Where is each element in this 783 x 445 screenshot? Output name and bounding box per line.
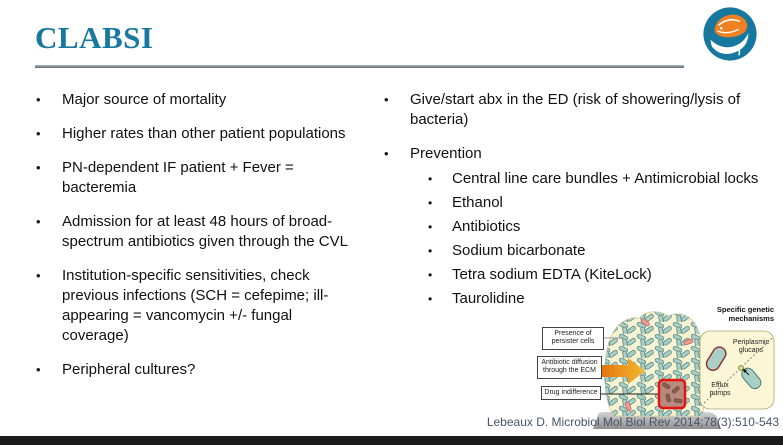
bullet-item <box>36 266 348 346</box>
bullet-marker: • <box>384 146 389 161</box>
callout-drug-indifference: Drug indifference <box>541 386 601 400</box>
sub-bullet-item <box>428 241 776 261</box>
bullet-marker: • <box>36 268 41 283</box>
title-divider <box>35 65 684 68</box>
bullet-text: Admission for at least 48 hours of broad-spectrum antibiotics given through the CVL <box>62 213 348 250</box>
bullet-text: Sodium bicarbonate <box>452 242 586 259</box>
bullet-item <box>36 158 348 198</box>
sub-bullet-item <box>428 193 776 213</box>
bullet-marker: • <box>36 126 41 141</box>
bullet-marker: • <box>428 196 433 210</box>
bullet-text: Major source of mortality <box>62 91 227 108</box>
bullet-marker: • <box>428 268 433 282</box>
callout-persister-cells: Presence of persister cells <box>542 327 604 350</box>
bullet-marker: • <box>36 160 41 175</box>
bullet-text: Higher rates than other patient populations <box>62 125 346 142</box>
bullet-text: Antibiotics <box>452 218 521 235</box>
bullet-text: PN-dependent IF patient + Fever = bacteremia <box>62 159 294 196</box>
label-efflux-pumps: Efflux pumps <box>709 382 731 398</box>
bullet-marker: • <box>428 172 433 186</box>
bullet-text: Central line care bundles + Antimicrobial locks <box>452 170 759 187</box>
genetic-mechanisms-heading: Specific genetic mechanisms <box>716 305 774 323</box>
bullet-text: Give/start abx in the ED (risk of showering/lysis of bacteria) <box>410 91 741 128</box>
page-title: CLABSI <box>35 20 154 55</box>
bullet-marker: • <box>428 220 433 234</box>
bullet-item <box>36 124 348 144</box>
bullet-text: Prevention <box>410 145 482 162</box>
sub-bullet-item <box>428 217 776 237</box>
label-periplasmic-glucans: Periplasmic glucans <box>732 339 770 355</box>
bullet-marker: • <box>36 214 41 229</box>
bullet-text: Tetra sodium EDTA (KiteLock) <box>452 266 652 283</box>
biofilm-blob <box>605 312 706 416</box>
biofilm-figure <box>528 298 783 433</box>
drug-indifference-highlight <box>659 380 685 408</box>
bullet-marker: • <box>36 92 41 107</box>
prevention-sublist <box>428 169 776 309</box>
sub-bullet-item <box>428 169 776 189</box>
left-column <box>36 90 348 394</box>
callout-antibiotic-diffusion: Antibiotic diffusion through the ECM <box>537 356 602 379</box>
bullet-item <box>36 360 348 380</box>
bullet-item <box>384 144 776 164</box>
bullet-text: Institution-specific sensitivities, check previous infections (SCH = cefepime; ill-appearing = vancomycin +/- fungal coverage) <box>62 267 329 344</box>
bullet-item <box>36 90 348 110</box>
bullet-text: Ethanol <box>452 194 503 211</box>
bullet-marker: • <box>428 244 433 258</box>
whale-circle-logo <box>701 5 759 63</box>
bullet-text: Peripheral cultures? <box>62 361 196 378</box>
bullet-item <box>384 90 776 130</box>
bottom-bar <box>0 436 783 445</box>
bullet-text: Taurolidine <box>452 290 525 307</box>
bullet-marker: • <box>384 92 389 107</box>
bullet-marker: • <box>428 292 433 306</box>
reference-citation: Lebeaux D. Microbiol Mol Biol Rev 2014;78(3):510-543 <box>486 415 779 429</box>
bullet-item <box>36 212 348 252</box>
bullet-marker: • <box>36 362 41 377</box>
sub-bullet-item <box>428 265 776 285</box>
